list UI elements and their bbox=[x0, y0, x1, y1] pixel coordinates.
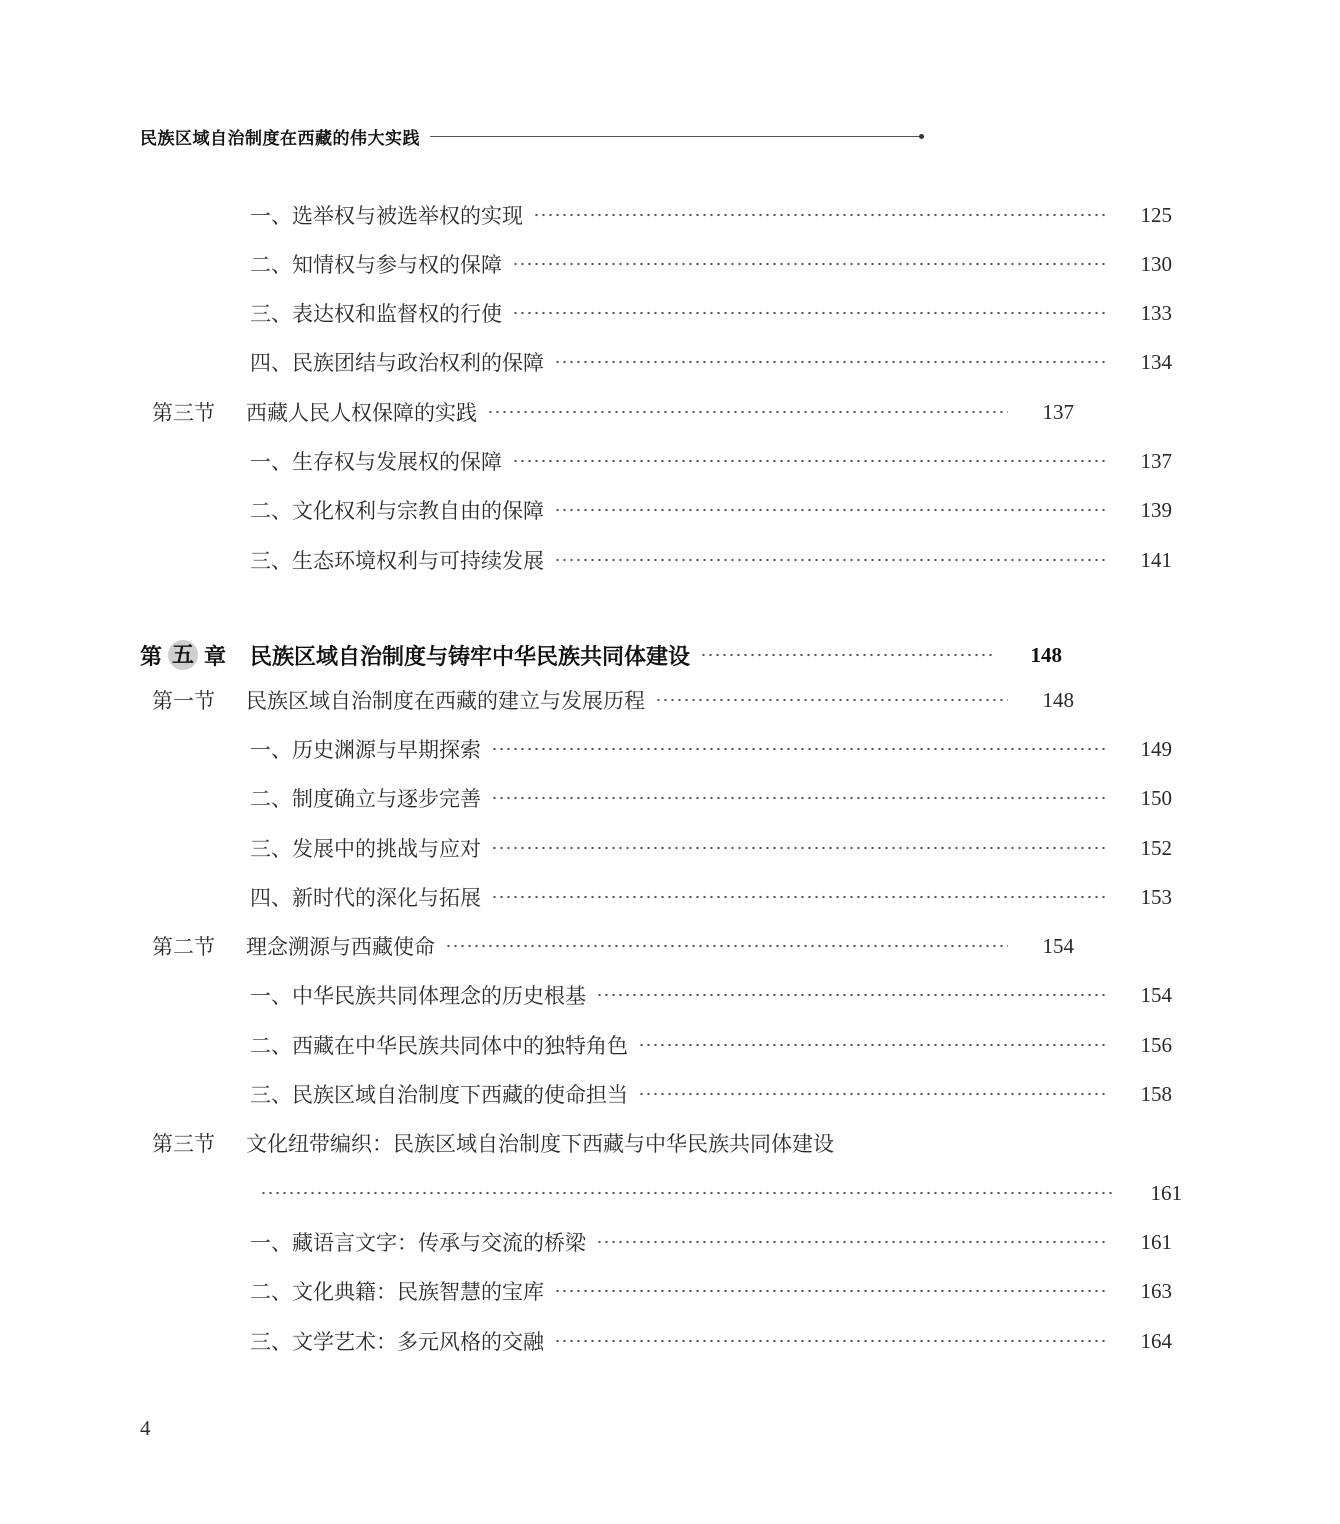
toc-item-label: 二、文化权利与宗教自由的保障 bbox=[250, 499, 544, 523]
leader-dots bbox=[512, 257, 1106, 271]
leader-dots bbox=[700, 648, 996, 662]
toc-page-number: 139 bbox=[1140, 497, 1172, 522]
toc-item[interactable] bbox=[0, 197, 1330, 233]
section-title: 民族区域自治制度在西藏的建立与发展历程 bbox=[246, 689, 645, 713]
section-prefix: 第三节 bbox=[152, 401, 215, 425]
section-prefix: 第一节 bbox=[152, 689, 215, 713]
leader-dots bbox=[554, 553, 1106, 567]
toc-item-label: 一、选举权与被选举权的实现 bbox=[250, 204, 523, 228]
leader-dots bbox=[512, 454, 1106, 468]
toc-item-label: 三、民族区域自治制度下西藏的使命担当 bbox=[250, 1083, 628, 1107]
toc-page-number: 161 bbox=[1150, 1180, 1182, 1205]
header-rule-dot bbox=[919, 134, 924, 139]
toc-page-number: 156 bbox=[1140, 1032, 1172, 1057]
toc-item[interactable] bbox=[0, 542, 1330, 578]
toc-page-number: 154 bbox=[1140, 982, 1172, 1007]
toc-item[interactable] bbox=[0, 344, 1330, 380]
toc-item[interactable] bbox=[0, 1224, 1330, 1260]
toc-item[interactable] bbox=[0, 1273, 1330, 1309]
leader-dots bbox=[445, 939, 1008, 953]
toc-page-number: 150 bbox=[1140, 785, 1172, 810]
leader-dots bbox=[533, 208, 1106, 222]
section-title: 理念溯源与西藏使命 bbox=[246, 935, 435, 959]
toc-item[interactable] bbox=[0, 246, 1330, 282]
leader-dots bbox=[638, 1087, 1106, 1101]
leader-dots bbox=[491, 890, 1106, 904]
header-rule bbox=[430, 136, 922, 137]
chapter-title: 民族区域自治制度与铸牢中华民族共同体建设 bbox=[250, 643, 691, 670]
toc-item[interactable] bbox=[0, 1027, 1330, 1063]
toc-page-number: 130 bbox=[1140, 251, 1172, 276]
toc-section-continuation[interactable] bbox=[0, 1175, 1340, 1211]
toc-section[interactable] bbox=[0, 682, 1232, 718]
toc-page-number: 161 bbox=[1140, 1229, 1172, 1254]
toc-page-number: 163 bbox=[1140, 1278, 1172, 1303]
toc-section[interactable] bbox=[0, 394, 1232, 430]
leader-dots bbox=[491, 841, 1106, 855]
toc-item-label: 四、民族团结与政治权利的保障 bbox=[250, 351, 544, 375]
section-title: 西藏人民人权保障的实践 bbox=[246, 401, 477, 425]
toc-item-label: 一、中华民族共同体理念的历史根基 bbox=[250, 984, 586, 1008]
section-prefix: 第二节 bbox=[152, 935, 215, 959]
toc-page-number: 125 bbox=[1140, 202, 1172, 227]
toc-item-label: 一、藏语言文字：传承与交流的桥梁 bbox=[250, 1231, 586, 1255]
leader-dots bbox=[487, 405, 1008, 419]
toc-page-number: 134 bbox=[1140, 349, 1172, 374]
toc-section[interactable] bbox=[0, 928, 1232, 964]
toc-page-number: 152 bbox=[1140, 835, 1172, 860]
toc-item[interactable] bbox=[0, 443, 1330, 479]
leader-dots bbox=[491, 791, 1106, 805]
toc-chapter[interactable] bbox=[0, 637, 1220, 673]
leader-dots bbox=[491, 742, 1106, 756]
section-prefix: 第三节 bbox=[152, 1132, 215, 1156]
leader-dots bbox=[512, 306, 1106, 320]
chapter-prefix-di: 第 bbox=[140, 643, 163, 670]
toc-item[interactable] bbox=[0, 830, 1330, 866]
toc-item[interactable] bbox=[0, 492, 1330, 528]
toc-item[interactable] bbox=[0, 731, 1330, 767]
leader-dots bbox=[596, 1235, 1106, 1249]
toc-item-label: 二、制度确立与逐步完善 bbox=[250, 787, 481, 811]
toc-item-label: 三、生态环境权利与可持续发展 bbox=[250, 549, 544, 573]
toc-page-number: 149 bbox=[1140, 736, 1172, 761]
running-title: 民族区域自治制度在西藏的伟大实践 bbox=[140, 128, 420, 149]
toc-item[interactable] bbox=[0, 1323, 1330, 1359]
leader-dots bbox=[554, 355, 1106, 369]
toc-page-number: 148 bbox=[1030, 642, 1062, 667]
toc-item-label: 三、文学艺术：多元风格的交融 bbox=[250, 1330, 544, 1354]
leader-dots bbox=[655, 693, 1008, 707]
toc-section[interactable] bbox=[0, 1125, 1232, 1161]
toc-item-label: 四、新时代的深化与拓展 bbox=[250, 886, 481, 910]
toc-item-label: 三、发展中的挑战与应对 bbox=[250, 837, 481, 861]
toc-page-number: 148 bbox=[1042, 687, 1074, 712]
section-title: 文化纽带编织：民族区域自治制度下西藏与中华民族共同体建设 bbox=[246, 1132, 834, 1156]
toc-item-label: 一、历史渊源与早期探索 bbox=[250, 738, 481, 762]
toc-page-number: 137 bbox=[1140, 448, 1172, 473]
toc-page-number: 141 bbox=[1140, 547, 1172, 572]
toc-item-label: 一、生存权与发展权的保障 bbox=[250, 450, 502, 474]
toc-item[interactable] bbox=[0, 977, 1330, 1013]
chapter-prefix-zhang: 章 bbox=[204, 643, 227, 670]
toc-page-number: 154 bbox=[1042, 933, 1074, 958]
toc-page-number: 137 bbox=[1042, 399, 1074, 424]
leader-dots bbox=[554, 1284, 1106, 1298]
toc-item[interactable] bbox=[0, 1076, 1330, 1112]
toc-item-label: 二、知情权与参与权的保障 bbox=[250, 253, 502, 277]
toc-item-label: 二、西藏在中华民族共同体中的独特角色 bbox=[250, 1034, 628, 1058]
leader-dots bbox=[596, 988, 1106, 1002]
toc-page-number: 133 bbox=[1140, 300, 1172, 325]
leader-dots bbox=[260, 1186, 1116, 1200]
leader-dots bbox=[638, 1038, 1106, 1052]
running-header bbox=[140, 122, 922, 150]
toc-page-number: 153 bbox=[1140, 884, 1172, 909]
toc-page-number: 158 bbox=[1140, 1081, 1172, 1106]
chapter-number-badge: 五 bbox=[168, 640, 198, 670]
leader-dots bbox=[554, 1334, 1106, 1348]
folio-page-number: 4 bbox=[140, 1416, 151, 1440]
toc-item[interactable] bbox=[0, 780, 1330, 816]
toc-page-number: 164 bbox=[1140, 1328, 1172, 1353]
toc-item[interactable] bbox=[0, 295, 1330, 331]
toc-item-label: 二、文化典籍：民族智慧的宝库 bbox=[250, 1280, 544, 1304]
leader-dots bbox=[554, 503, 1106, 517]
toc-item[interactable] bbox=[0, 879, 1330, 915]
toc-item-label: 三、表达权和监督权的行使 bbox=[250, 302, 502, 326]
